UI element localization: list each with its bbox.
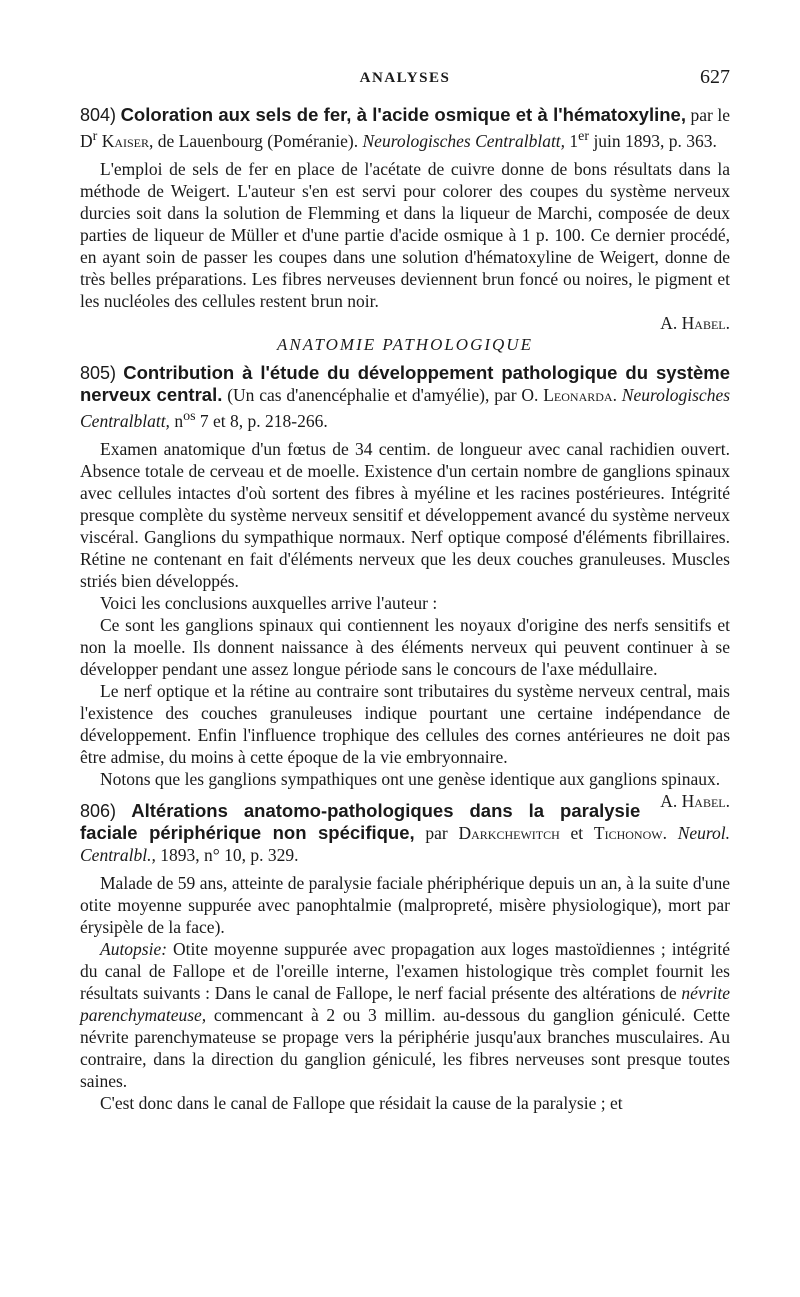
author-name: Darkchewitch	[458, 822, 560, 843]
running-header	[80, 62, 730, 92]
article-804	[80, 104, 730, 334]
article-heading	[80, 362, 730, 432]
running-title: ANALYSES	[359, 70, 451, 86]
section-title: ANATOMIE PATHOLOGIQUE	[277, 334, 533, 354]
paragraph: Malade de 59 ans, atteinte de paralysie faciale phériphérique depuis un an, à la suite d'une otite moyenne suppurée avec panophtalmie (malpropreté, misère physiologique), mort par érysipèle de la face).	[80, 872, 730, 937]
byline: par le $D^r$ Kaiser, de Lauenbourg (Poméranie). Neurologisches Centralblatt, 1er juin 1893, p. 363.	[80, 105, 731, 151]
paragraph: C'est donc dans le canal de Fallope que résidait la cause de la paralysie ; et	[100, 1092, 623, 1113]
signature: A. Habel.	[660, 312, 730, 333]
paragraph: Autopsie: Otite moyenne suppurée avec propagation aux loges mastoïdiennes ; intégrité du canal de Fallope et de l'oreille interne, l'examen histologique très complet fournit les résultats suivants : Dans le canal de Fallope, le nerf facial présente des altérations de névrite parenchymateuse, commencant à 2 ou 3 millim. au-dessous du ganglion géniculé. Cette névrite parenchymateuse se propage vers la périphérie jusqu'aux branches musculaires. Au contraire, dans la direction du ganglion géniculé, les fibres nerveuses sont presque toutes saines.	[80, 938, 731, 1091]
author-name: Leonarda.	[543, 384, 617, 405]
byline: par Darkchewitch et Tichonow. Neurol. Centralbl., 1893, n° 10, p. 329.	[80, 822, 731, 865]
paragraph: Le nerf optique et la rétine au contraire sont tributaires du système nerveux central, mais l'existence des couches granuleuses indique pourtant une certaine indépendance de développement. Enfin l'influence trophique des cellules des cornes antérieures ne doit pas être admise, du moins à cette époque de la vie embryonnaire.	[80, 680, 730, 767]
paragraph: Voici les conclusions auxquelles arrive l'auteur :	[100, 592, 438, 613]
autopsy-label: Autopsie:	[100, 938, 168, 959]
journal-name: Neurologisches Centralblatt,	[80, 384, 731, 431]
emphasis: névrite parenchymateuse,	[80, 982, 731, 1025]
article-title: Altérations anatomo-pathologiques dans la paralysie faciale périphérique non spécifique,	[80, 799, 641, 843]
page-number: 627	[700, 66, 730, 88]
page-content	[80, 98, 730, 1114]
paragraph: L'emploi de sels de fer en place de l'acétate de cuivre donne de bons résultats dans la méthode de Weigert. L'auteur s'en est servi pour colorer des coupes du système nerveux durcies soit dans la solution de Flemming et dans la liqueur de Marchi, composée de deux parties de liqueur de Müller et d'une partie d'acide osmique à 1 p. 100. Ce dernier procédé, en ayant soin de passer les coupes dans une solution d'hématoxyline de Weigert, donne de très belles préparations. Les fibres nerveuses deviennent brun foncé ou noires, le pigment et les nucléoles des cellules restent brun noir.	[80, 158, 730, 311]
author-name: Kaiser	[101, 130, 149, 151]
article-806	[80, 800, 730, 1114]
author-name: Tichonow.	[593, 822, 667, 843]
paragraph: Ce sont les ganglions spinaux qui contiennent les noyaux d'origine des nerfs sensitifs et non la moelle. Ils donnent naissance à des éléments nerveux qui peuvent continuer à se développer pendant une assez longue période sans le concours de l'axe médullaire.	[80, 614, 730, 679]
article-number: 804)	[80, 105, 117, 125]
paragraph: Examen anatomique d'un fœtus de 34 centim. de longueur avec canal rachidien ouvert. Absence totale de cerveau et de moelle. Existence d'un certain nombre de ganglions spinaux avec cellules intactes d'où sortent des fibres à myéline et les racines postérieures. Intégrité presque complète du système nerveux sensitif et développement avancé du système nerveux viscéral. Ganglions du sympathique normaux. Nerf optique composé d'éléments fibrillaires. Rétine ne contenant en fait d'éléments nerveux que les deux couches granuleuses. Muscles striés bien développés.	[80, 438, 730, 591]
byline: (Un cas d'anencéphalie et d'amyélie), par O. Leonarda. Neurologisches Centralblatt, $n^{os}$ 7 et 8, p. 218-266.	[80, 384, 731, 431]
journal-name: Neurologisches Centralblatt,	[362, 130, 566, 151]
article-heading	[80, 800, 730, 866]
article-title: Contribution à l'étude du développement pathologique du système nerveux central.	[80, 361, 731, 405]
article-title: Coloration aux sels de fer, à l'acide osmique et à l'hématoxyline,	[120, 104, 686, 125]
journal-name: Neurol. Centralbl.,	[80, 822, 731, 865]
article-number: 806)	[80, 800, 117, 821]
article-heading	[80, 104, 730, 152]
article-number: 805)	[80, 362, 117, 383]
signature: A. Habel.	[660, 790, 730, 811]
paragraph: Notons que les ganglions sympathiques ont une genèse identique aux ganglions spinaux. A. Habel.	[100, 768, 730, 811]
